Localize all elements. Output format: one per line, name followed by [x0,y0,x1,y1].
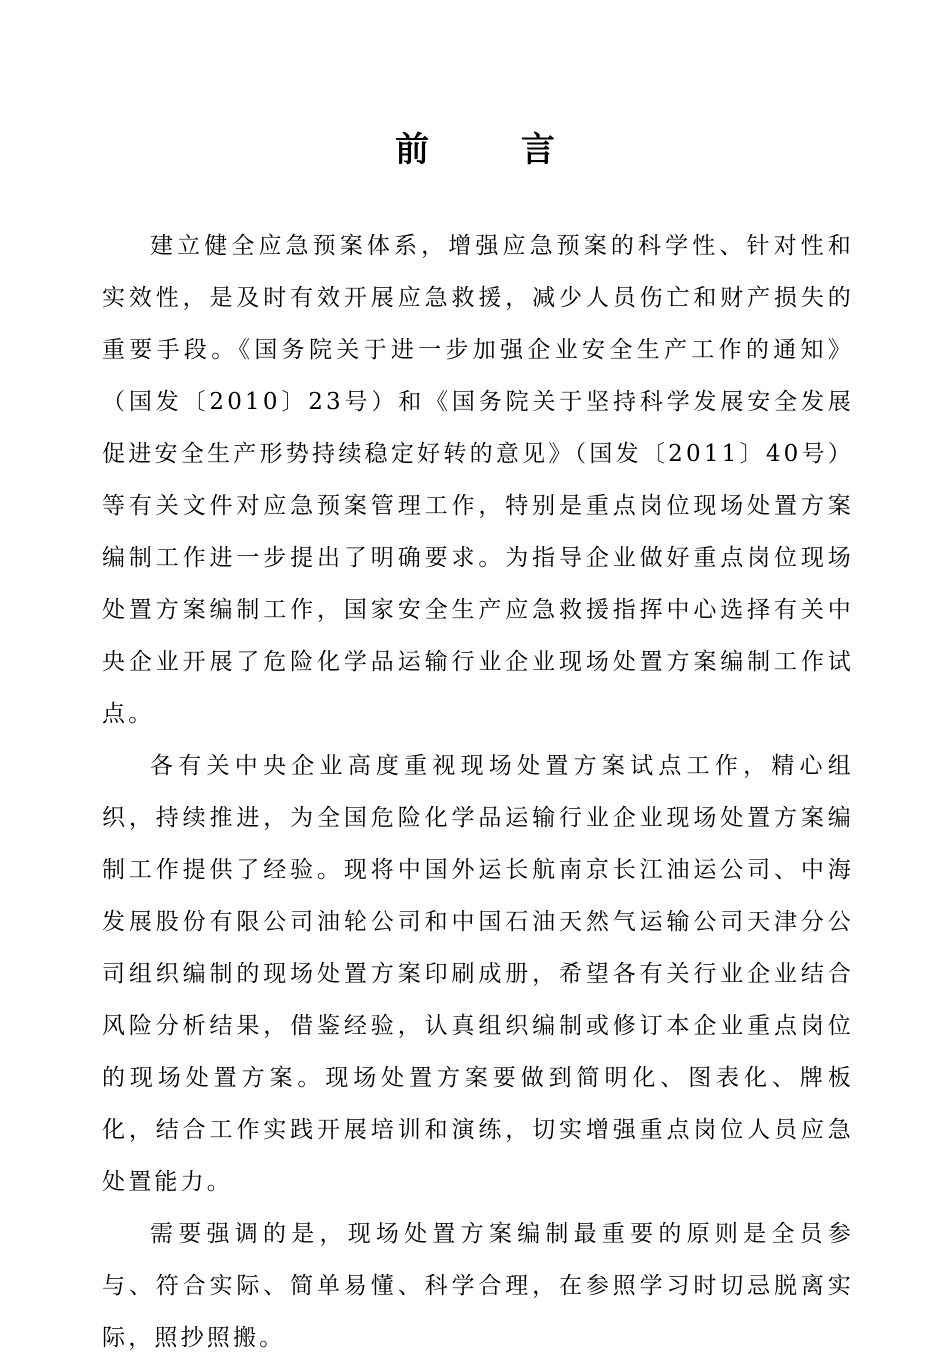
body-text [102,220,854,1364]
paragraph-2: 各有关中央企业高度重视现场处置方案试点工作，精心组织，持续推进，为全国危险化学品运输行业企业现场处置方案编制工作提供了经验。现将中国外运长航南京长江油运公司、中海发展股份有限公司油轮公司和中国石油天然气运输公司天津分公司组织编制的现场处置方案印刷成册，希望各有关行业企业结合风险分析结果，借鉴经验，认真组织编制或修订本企业重点岗位的现场处置方案。现场处置方案要做到简明化、图表化、牌板化，结合工作实践开展培训和演练，切实增强重点岗位人员应急处置能力。 [102,753,854,1195]
page-title: 前 言 [395,130,595,170]
paragraph-1: 建立健全应急预案体系，增强应急预案的科学性、针对性和实效性，是及时有效开展应急救援，减少人员伤亡和财产损失的重要手段。《国务院关于进一步加强企业安全生产工作的通知》（国发〔2010〕23号）和《国务院关于坚持科学发展安全发展促进安全生产形势持续稳定好转的意见》（国发〔2011〕40号）等有关文件对应急预案管理工作，特别是重点岗位现场处置方案编制工作进一步提出了明确要求。为指导企业做好重点岗位现场处置方案编制工作，国家安全生产应急救援指挥中心选择有关中央企业开展了危险化学品运输行业企业现场处置方案编制工作试点。 [102,233,854,727]
paragraph-3: 需要强调的是，现场处置方案编制最重要的原则是全员参与、符合实际、简单易懂、科学合理，在参照学习时切忌脱离实际，照抄照搬。 [102,1221,854,1351]
